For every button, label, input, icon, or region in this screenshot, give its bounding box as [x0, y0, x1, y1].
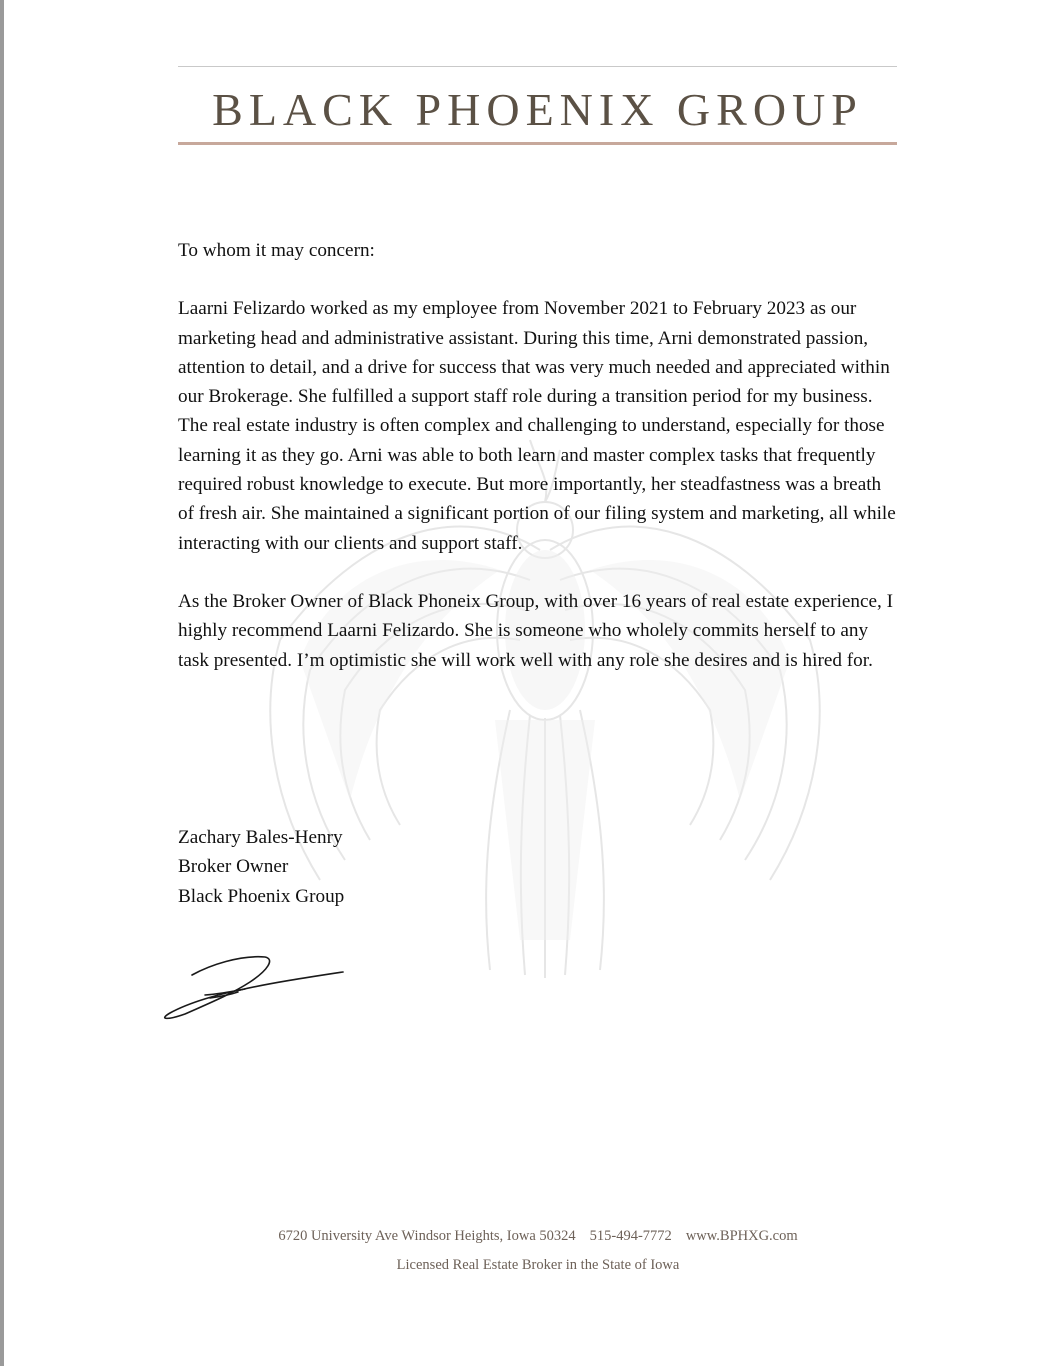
letterhead-top-rule	[178, 66, 897, 67]
letter-body	[178, 236, 898, 675]
footer-contact-line	[0, 1225, 1059, 1247]
footer-website[interactable]: www.BPHXG.com	[685, 1228, 798, 1244]
footer-address: 6720 University Ave Windsor Heights, Iowa 50324	[278, 1228, 576, 1244]
letterhead-accent-rule	[178, 142, 897, 145]
footer	[0, 1225, 1059, 1276]
letter-paragraph: Laarni Felizardo worked as my employee from November 2021 to February 2023 as our marketing head and administrative assistant. During this time, Arni demonstrated passion, attention to detail, and a drive for success that was very much needed and appreciated within our Brokerage. She fulfilled a support staff role during a transition period for my business. The real estate industry is often complex and challenging to understand, especially for those learning it as they go. Arni was able to both learn and master complex tasks that frequently required robust knowledge to execute. But more importantly, her steadfastness was a breath of fresh air. She maintained a significant portion of our filing system and marketing, all while interacting with our clients and support staff.	[178, 298, 896, 554]
signoff-block	[178, 823, 344, 911]
page-left-edge	[0, 0, 4, 1366]
signer-company: Black Phoenix Group	[178, 885, 345, 907]
letter-greeting: To whom it may concern:	[178, 240, 375, 261]
company-name: BLACK PHOENIX GROUP	[212, 84, 863, 135]
footer-phone: 515-494-7772	[589, 1228, 672, 1244]
footer-license: Licensed Real Estate Broker in the State of Iowa	[396, 1257, 680, 1273]
handwritten-signature	[160, 950, 350, 1025]
letterhead	[178, 66, 897, 146]
letter-paragraph: As the Broker Owner of Black Phoneix Group, with over 16 years of real estate experience, I highly recommend Laarni Felizardo. She is someone who wholely commits herself to any task presented. I’m optimistic she will work well with any role she desires and is hired for.	[178, 590, 894, 671]
signer-name: Zachary Bales-Henry	[178, 827, 343, 848]
signer-title: Broker Owner	[178, 856, 289, 878]
